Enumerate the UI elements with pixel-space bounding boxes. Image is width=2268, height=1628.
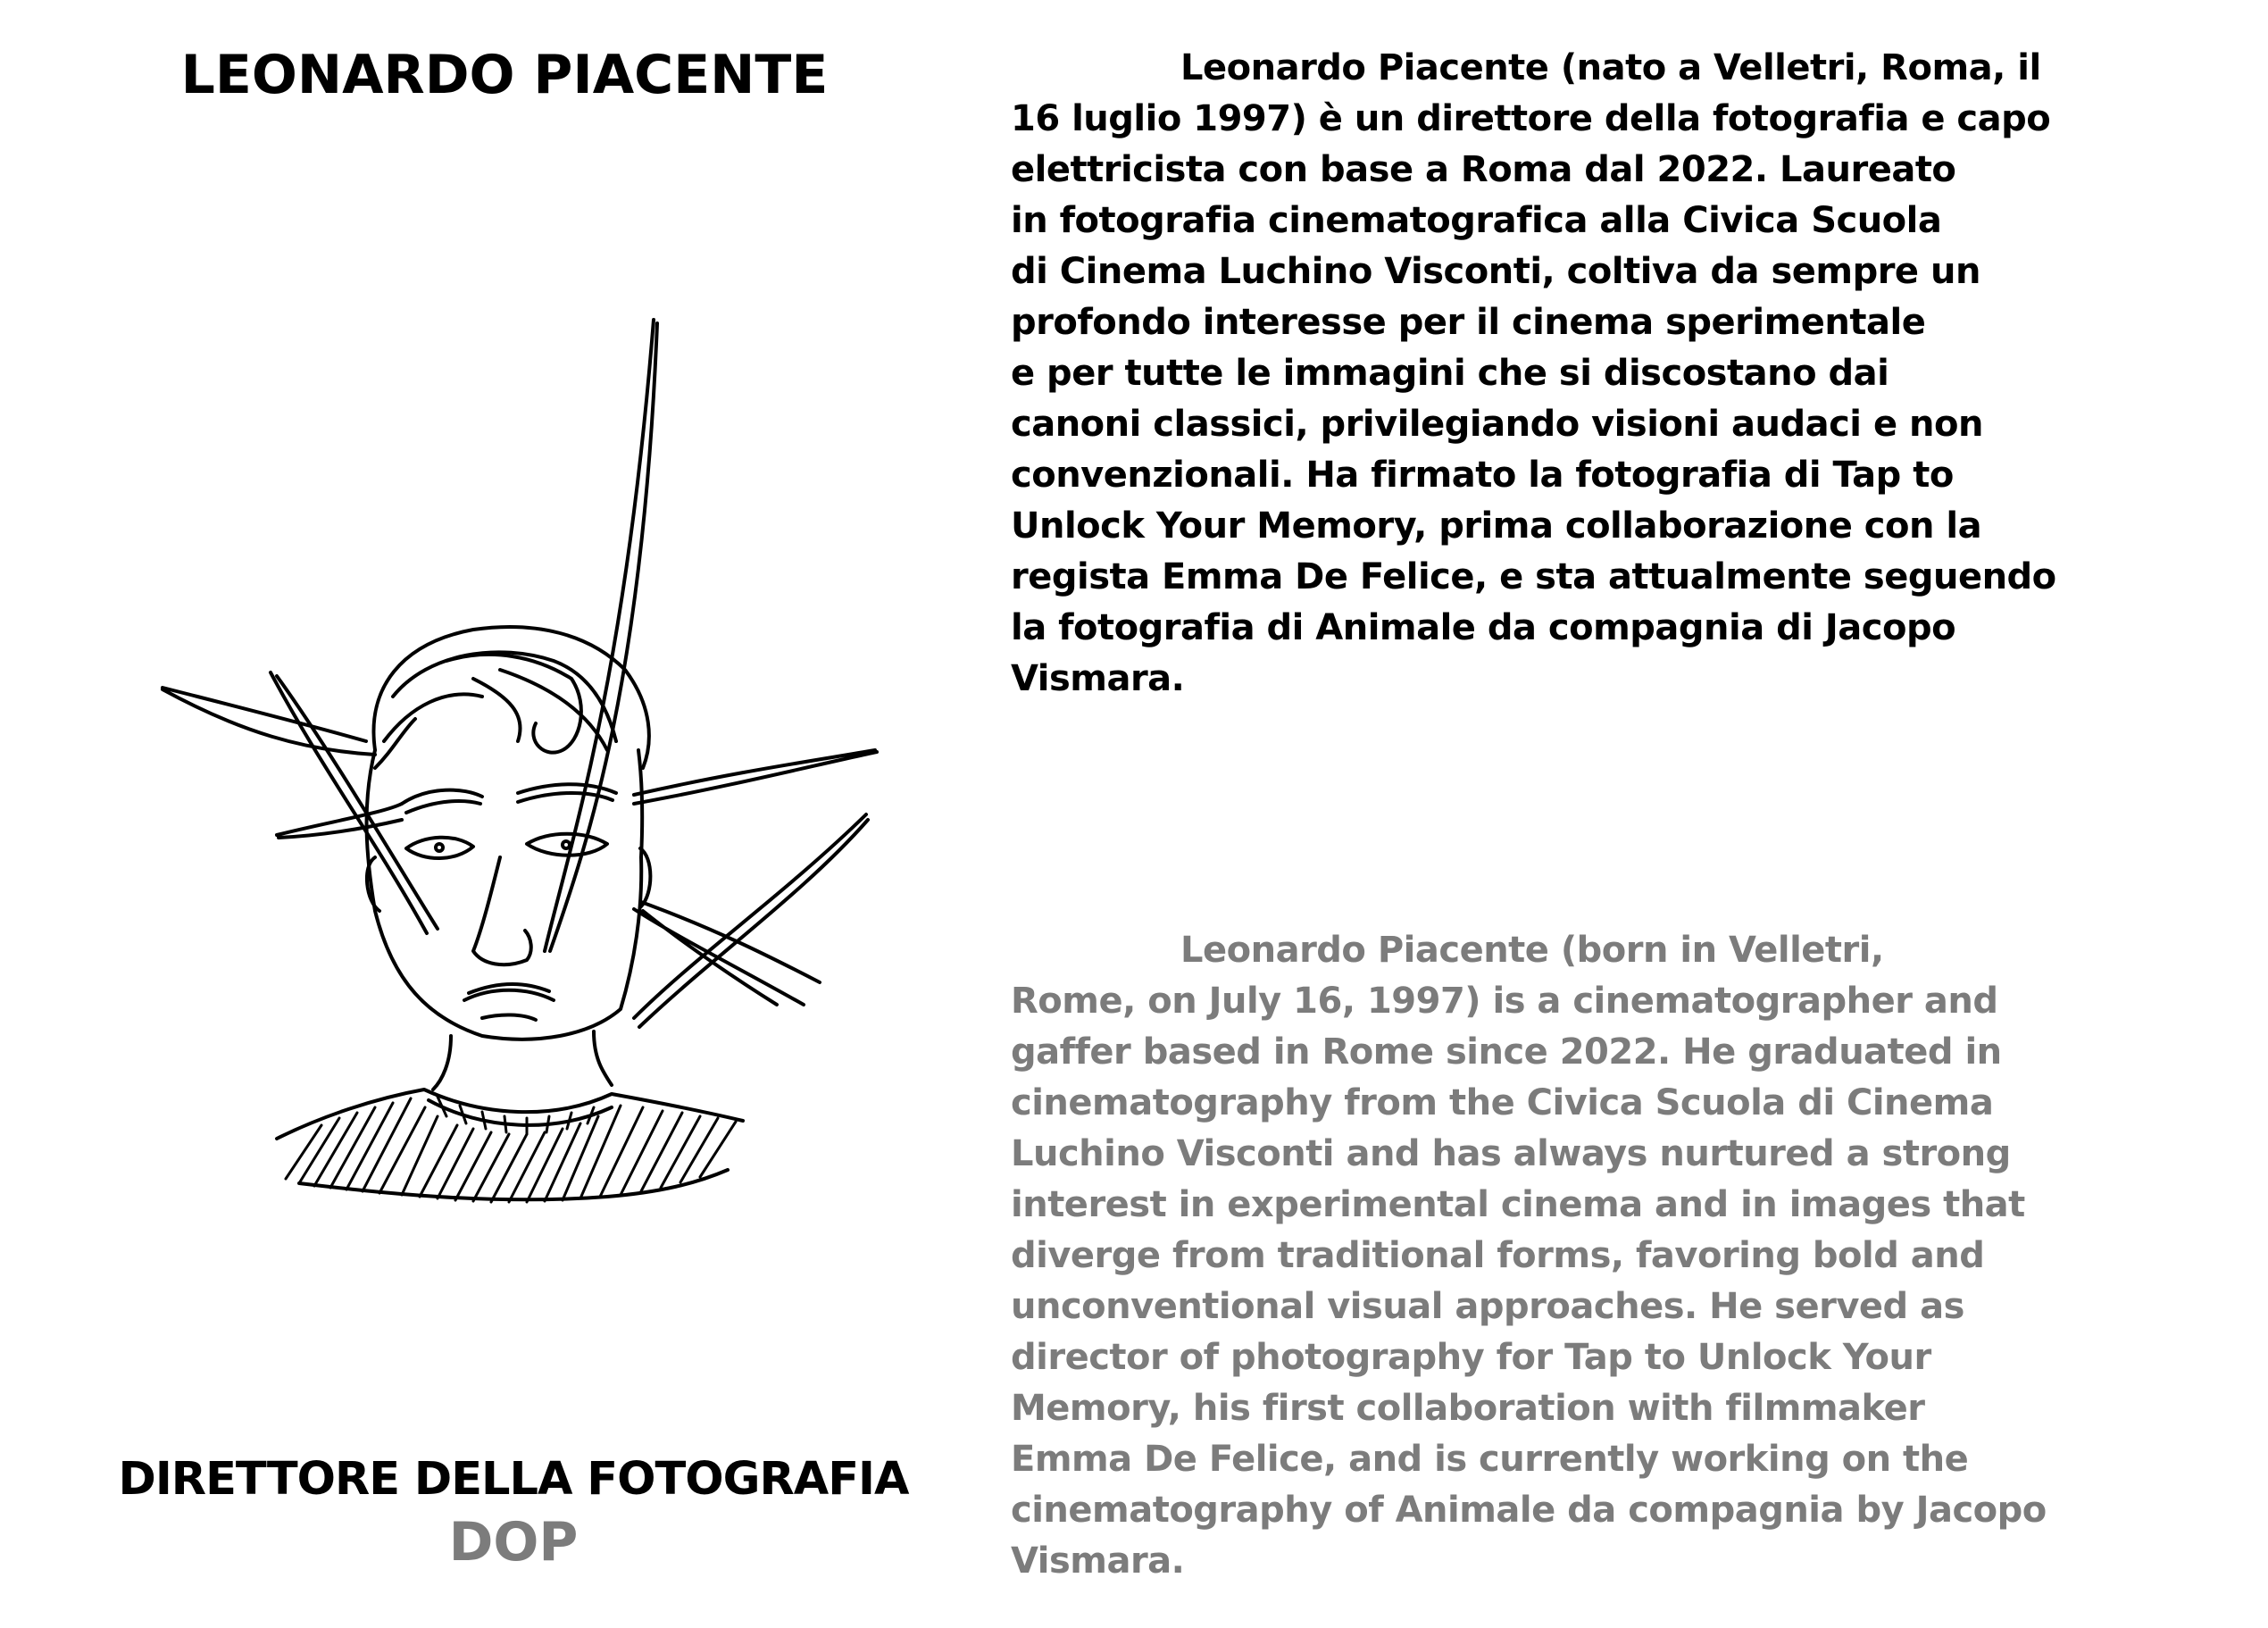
bio-line: Luchino Visconti and has always nurtured a strong — [1011, 1133, 2011, 1174]
bio-line: Vismara. — [1011, 1540, 1185, 1582]
role-title: DIRETTORE DELLA FOTOGRAFIA — [118, 1453, 909, 1506]
bio-line: cinematography from the Civica Scuola di Cinema — [1011, 1082, 1994, 1123]
bio-line: canoni classici, privilegiando visioni audaci e non — [1011, 404, 1983, 445]
bio-line: Rome, on July 16, 1997) is a cinematographer and — [1011, 981, 1998, 1022]
bio-line: Unlock Your Memory, prima collaborazione con la — [1011, 505, 1982, 547]
bio-line: Memory, his first collaboration with filmmaker — [1011, 1388, 1925, 1429]
bio-line: Vismara. — [1011, 658, 1185, 699]
bio-english — [1011, 925, 2198, 1587]
page-title: LEONARDO PIACENTE — [180, 44, 829, 106]
face — [367, 750, 651, 1039]
bio-line: in fotografia cinematografica alla Civica Scuola — [1011, 200, 1942, 241]
portrait-illustration — [107, 125, 982, 1375]
bio-line: profondo interesse per il cinema sperimentale — [1011, 302, 1926, 343]
neck-sweater — [277, 1031, 743, 1199]
bio-line: Leonardo Piacente (born in Velletri, — [1180, 930, 1884, 971]
bio-line: la fotografia di Animale da compagnia di Jacopo — [1011, 607, 1956, 648]
bio-line: convenzionali. Ha firmato la fotografia di Tap to — [1011, 455, 1954, 496]
bio-line: di Cinema Luchino Visconti, coltiva da sempre un — [1011, 251, 1980, 292]
bio-line: diverge from traditional forms, favoring bold and — [1011, 1235, 1985, 1276]
role-abbreviation: DOP — [448, 1511, 579, 1574]
spikes — [163, 320, 877, 1027]
bio-line: interest in experimental cinema and in images that — [1011, 1184, 2025, 1225]
bio-line: director of photography for Tap to Unlock Your — [1011, 1337, 1931, 1378]
bio-line: Emma De Felice, and is currently working on the — [1011, 1439, 1969, 1480]
bio-line: cinematography of Animale da compagnia by Jacopo — [1011, 1490, 2047, 1531]
bio-line: elettricista con base a Roma dal 2022. Laureato — [1011, 149, 1956, 190]
bio-italian — [1011, 43, 2198, 705]
bio-line: regista Emma De Felice, e sta attualmente seguendo — [1011, 556, 2056, 597]
bio-line: e per tutte le immagini che si discostano dai — [1011, 353, 1889, 394]
bio-line: Leonardo Piacente (nato a Velletri, Roma, il — [1180, 47, 2041, 88]
bio-line: 16 luglio 1997) è un direttore della fotografia e capo — [1011, 98, 2051, 139]
bio-line: gaffer based in Rome since 2022. He graduated in — [1011, 1031, 2002, 1073]
bio-line: unconventional visual approaches. He served as — [1011, 1286, 1964, 1327]
